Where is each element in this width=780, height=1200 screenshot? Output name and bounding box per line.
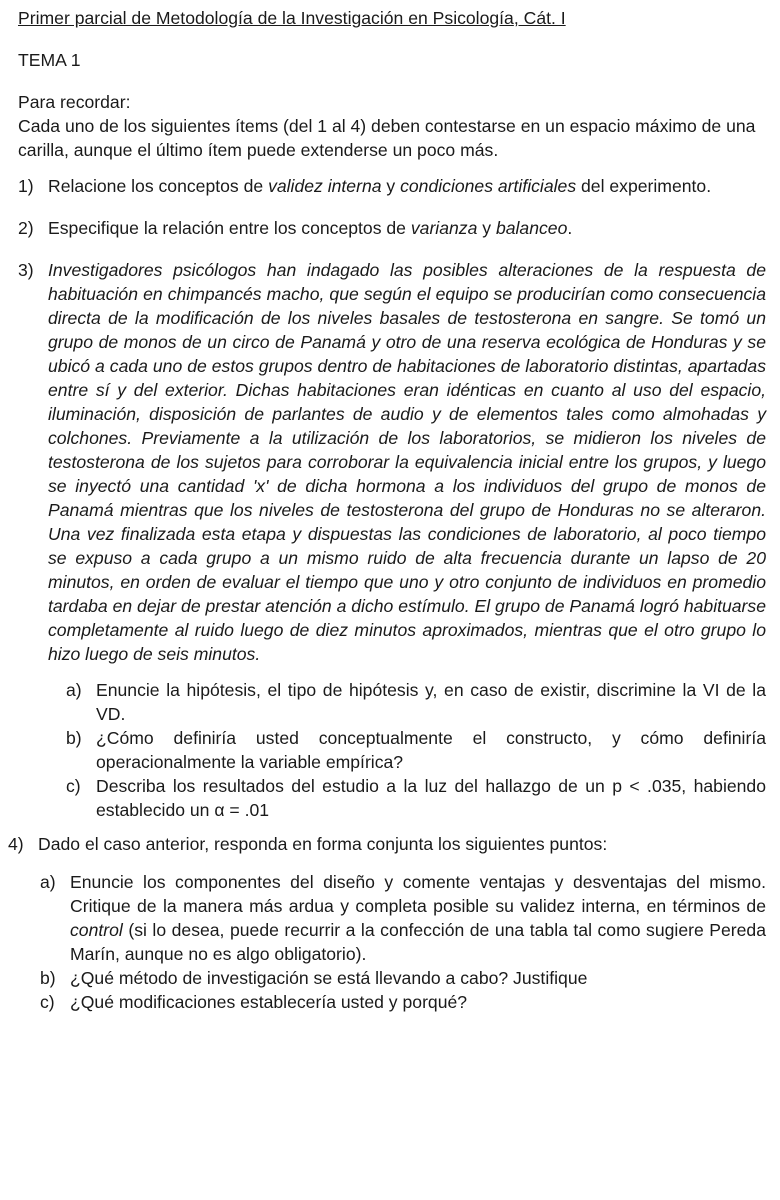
question-3-subitems (66, 678, 766, 822)
question-1 (18, 174, 766, 198)
question-number: 4) (8, 834, 24, 854)
subitem-3c: c) Describa los resultados del estudio a la luz del hallazgo de un p < .035, habiendo establecido un α = .01 (66, 776, 766, 820)
reminder-label: Para recordar: (18, 92, 131, 112)
question-text: Dado el caso anterior, responda en forma conjunta los siguientes puntos: (38, 834, 608, 854)
question-4-subitems (40, 870, 766, 1014)
subitem-3a: a) Enuncie la hipótesis, el tipo de hipótesis y, en caso de existir, discrimine la VI de la VD. (66, 680, 766, 724)
question-number: 2) (18, 218, 34, 238)
question-4 (8, 832, 766, 856)
subitem-4b: b) ¿Qué método de investigación se está llevando a cabo? Justifique (40, 968, 588, 988)
tema-label: TEMA 1 (18, 50, 81, 70)
question-number: 1) (18, 176, 34, 196)
question-text: Relacione los conceptos de validez interna y condiciones artificiales del experimento. (48, 176, 712, 196)
subitem-4a: a) Enuncie los componentes del diseño y comente ventajas y desventajas del mismo. Critique de la manera más ardua y completa posible su validez interna, en términos de control (si lo desea, puede recurrir a la confección de una tabla tal como sugiere Pereda Marín, aunque no es algo obligatorio). (40, 872, 766, 964)
subitem-4c: c) ¿Qué modificaciones establecería usted y porqué? (40, 992, 468, 1012)
question-text: Especifique la relación entre los conceptos de varianza y balanceo. (48, 218, 573, 238)
case-text: Investigadores psicólogos han indagado las posibles alteraciones de la respuesta de habituación en chimpancés macho, que según el equipo se producirían como consecuencia directa de la modificación de los niveles basales de testosterona en sangre. Se tomó un grupo de monos de un circo de Panamá y otro de una reserva ecológica de Honduras y se ubicó a cada uno de estos grupos dentro de habitaciones de laboratorio distintas, apartadas entre sí y del exterior. Dichas habitaciones eran idénticas en cuanto al uso del espacio, iluminación, disposición de parlantes de audio y de elementos tales como almohadas y colchones. Previamente a la utilización de los laboratorios, se midieron los niveles de testosterona de los sujetos para corroborar la equivalencia inicial entre los grupos, y luego se inyectó una cantidad 'x' de dicha hormona a los individuos del grupo de monos de Panamá mientras que los niveles de testosterona del grupo de Honduras no se alteraron. Una vez finalizada esta etapa y dispuestas las condiciones de laboratorio, al poco tiempo se expuso a cada grupo a un mismo ruido de alta frecuencia durante un lapso de 20 minutos, en orden de evaluar el tiempo que uno y otro conjunto de individuos en promedio tardaba en dejar de prestar atención a dicho estímulo. El grupo de Panamá logró habituarse completamente al ruido luego de diez minutos aproximados, mientras que el otro grupo lo hizo luego de seis minutos. (48, 260, 766, 664)
reminder-block (18, 90, 766, 162)
question-3 (18, 258, 766, 666)
reminder-text: Cada uno de los siguientes ítems (del 1 al 4) deben contestarse en un espacio máximo de una carilla, aunque el último ítem puede extenderse un poco más. (18, 116, 756, 160)
question-number: 3) (18, 260, 34, 280)
exam-title: Primer parcial de Metodología de la Investigación en Psicología, Cát. I (18, 8, 566, 28)
subitem-3b: b) ¿Cómo definiría usted conceptualmente el constructo, y cómo definiría operacionalmente la variable empírica? (66, 728, 766, 772)
question-2 (18, 216, 766, 240)
